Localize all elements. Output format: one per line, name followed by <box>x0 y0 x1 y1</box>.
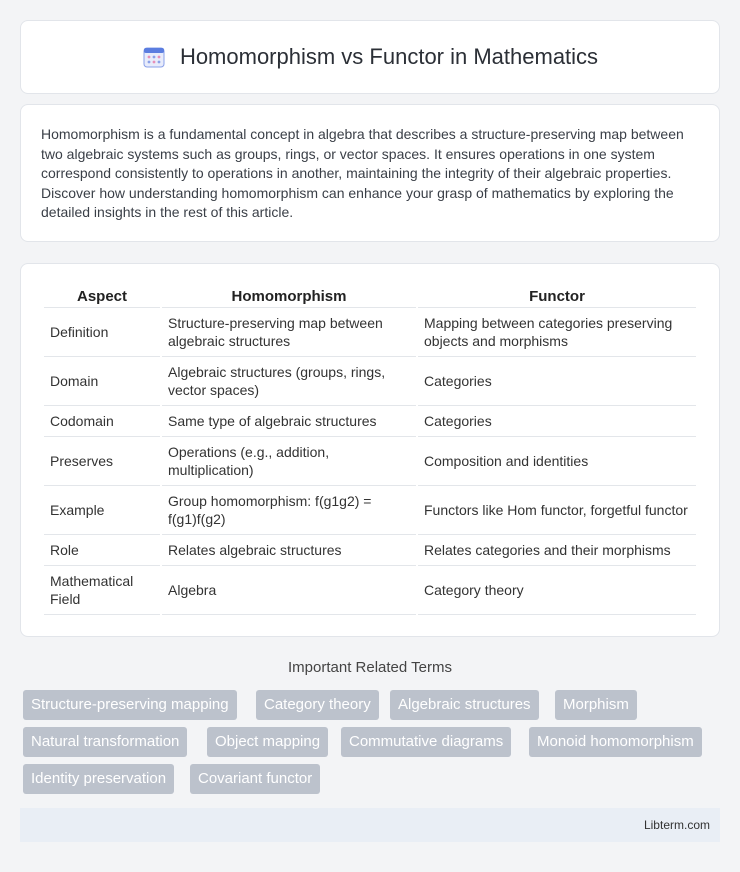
related-term-tag[interactable]: Monoid homomorphism <box>529 727 702 757</box>
intro-card <box>20 104 720 242</box>
aspect-cell: Definition <box>44 308 160 357</box>
homomorphism-cell: Algebraic structures (groups, rings, vector spaces) <box>162 357 416 406</box>
homomorphism-cell: Algebra <box>162 566 416 615</box>
table-row <box>44 437 696 486</box>
homomorphism-cell: Same type of algebraic structures <box>162 406 416 437</box>
functor-cell: Relates categories and their morphisms <box>418 535 696 566</box>
related-term-tag[interactable]: Morphism <box>555 690 637 720</box>
related-term-tag[interactable]: Structure-preserving mapping <box>23 690 237 720</box>
aspect-cell: Domain <box>44 357 160 406</box>
column-header: Aspect <box>44 286 160 308</box>
table-row <box>44 486 696 535</box>
table-row <box>44 357 696 406</box>
table-row <box>44 535 696 566</box>
aspect-cell: Codomain <box>44 406 160 437</box>
related-term-tag[interactable]: Category theory <box>256 690 379 720</box>
footer-site: Libterm.com <box>643 818 710 832</box>
related-term-tag[interactable]: Commutative diagrams <box>341 727 511 757</box>
intro-text: Homomorphism is a fundamental concept in algebra that describes a structure-preserving map between two algebraic systems such as groups, rings, or vector spaces. It ensures operations in one system correspond consistently to operations in another, maintaining the integrity of their algebraic properties. Discover how understanding homomorphism can enhance your grasp of mathematics by exploring the detailed insights in the rest of this article. <box>41 126 684 220</box>
page-title: Homomorphism vs Functor in Mathematics <box>179 44 599 69</box>
calendar-grid-icon <box>142 45 166 69</box>
related-term-tag[interactable]: Algebraic structures <box>390 690 539 720</box>
aspect-cell: Mathematical Field <box>44 566 160 615</box>
related-term-tag[interactable]: Covariant functor <box>190 764 320 794</box>
homomorphism-cell: Group homomorphism: f(g1g2) = f(g1)f(g2) <box>162 486 416 535</box>
functor-cell: Mapping between categories preserving objects and morphisms <box>418 308 696 357</box>
aspect-cell: Role <box>44 535 160 566</box>
functor-cell: Functors like Hom functor, forgetful functor <box>418 486 696 535</box>
functor-cell: Category theory <box>418 566 696 615</box>
related-term-tag[interactable]: Object mapping <box>207 727 328 757</box>
functor-cell: Categories <box>418 406 696 437</box>
related-term-tag[interactable]: Identity preservation <box>23 764 174 794</box>
title-card <box>20 20 720 94</box>
table-row <box>44 406 696 437</box>
homomorphism-cell: Relates algebraic structures <box>162 535 416 566</box>
comparison-card <box>20 263 720 637</box>
aspect-cell: Example <box>44 486 160 535</box>
table-row <box>44 308 696 357</box>
column-header: Homomorphism <box>162 286 416 308</box>
comparison-table <box>42 286 698 615</box>
table-header-row <box>44 286 696 308</box>
table-row <box>44 566 696 615</box>
column-header: Functor <box>418 286 696 308</box>
functor-cell: Composition and identities <box>418 437 696 486</box>
homomorphism-cell: Structure-preserving map between algebraic structures <box>162 308 416 357</box>
homomorphism-cell: Operations (e.g., addition, multiplication) <box>162 437 416 486</box>
functor-cell: Categories <box>418 357 696 406</box>
related-terms-title: Important Related Terms <box>288 659 452 676</box>
aspect-cell: Preserves <box>44 437 160 486</box>
footer <box>20 808 720 842</box>
related-term-tag[interactable]: Natural transformation <box>23 727 187 757</box>
